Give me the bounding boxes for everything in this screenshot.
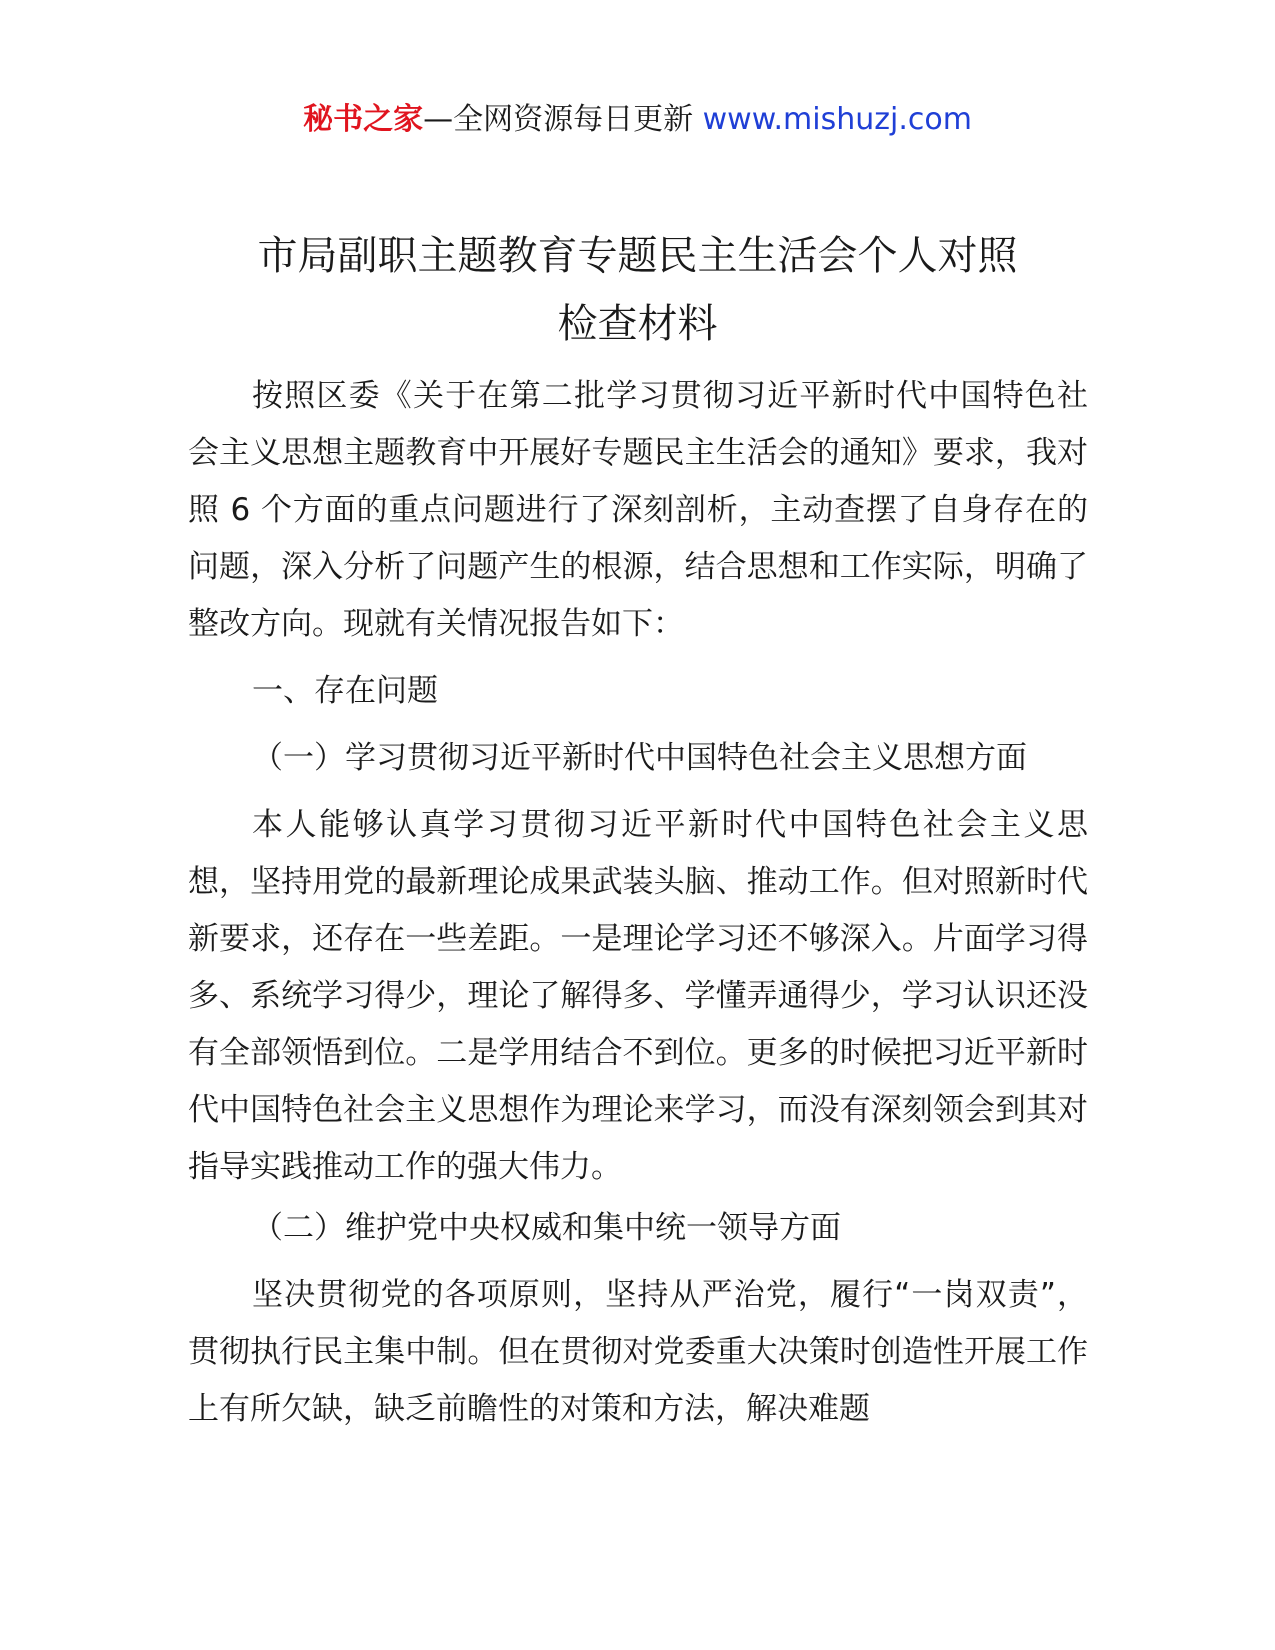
body-paragraph-2: 坚决贯彻党的各项原则，坚持从严治党，履行“一岗双责”，贯彻执行民主集中制。但在贯彻对党委重大决策时创造性开展工作上有所欠缺，缺乏前瞻性的对策和方法，解决难题	[188, 1277, 1088, 1427]
site-url-link[interactable]: www.mishuzj.com	[702, 102, 972, 137]
title-line-2: 检查材料	[557, 301, 718, 347]
header-slogan: —全网资源每日更新	[423, 102, 703, 137]
section-heading-1: 一、存在问题	[252, 673, 438, 709]
subsection-heading-2: （二）维护党中央权威和集中统一领导方面	[252, 1210, 841, 1246]
subsection-heading-1: （一）学习贯彻习近平新时代中国特色社会主义思想方面	[252, 740, 1027, 776]
document-title	[180, 222, 1095, 358]
brand-name: 秘书之家	[303, 102, 424, 137]
document-body	[188, 368, 1088, 1438]
site-header	[0, 100, 1275, 140]
title-line-1: 市局副职主题教育专题民主生活会个人对照	[257, 233, 1018, 279]
body-paragraph-1: 本人能够认真学习贯彻习近平新时代中国特色社会主义思想，坚持用党的最新理论成果武装头脑、推动工作。但对照新时代新要求，还存在一些差距。一是理论学习还不够深入。片面学习得多、系统学习得少，理论了解得多、学懂弄通得少，学习认识还没有全部领悟到位。二是学用结合不到位。更多的时候把习近平新时代中国特色社会主义思想作为理论来学习，而没有深刻领会到其对指导实践推动工作的强大伟力。	[188, 807, 1088, 1185]
intro-paragraph: 按照区委《关于在第二批学习贯彻习近平新时代中国特色社会主义思想主题教育中开展好专题民主生活会的通知》要求，我对照 6 个方面的重点问题进行了深刻剖析，主动查摆了自身存在的问题，深入分析了问题产生的根源，结合思想和工作实际，明确了整改方向。现就有关情况报告如下：	[188, 378, 1088, 642]
